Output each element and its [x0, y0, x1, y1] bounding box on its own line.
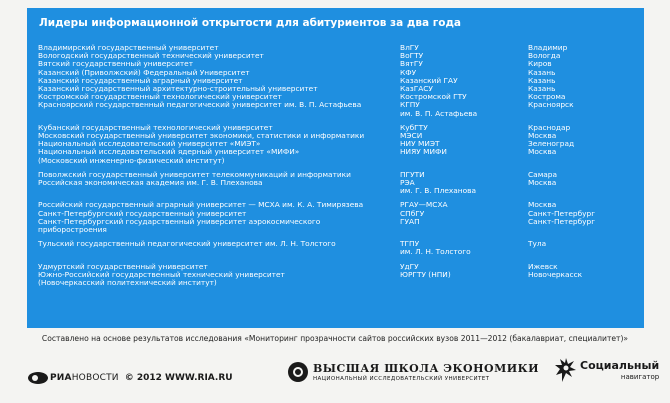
university-name: Вятский государственный университет — [38, 59, 194, 69]
university-name: Национальный исследовательский ядерный университет «МИФИ» (Московский инженерно-физический институт) — [38, 147, 300, 165]
table-row — [38, 240, 638, 256]
university-abbreviation: КФУ — [400, 67, 417, 77]
university-city: Казань — [528, 75, 556, 85]
ria-novosti-wordmark — [50, 373, 119, 383]
hse-logo[interactable] — [288, 362, 539, 382]
table-row — [38, 148, 638, 164]
ria-novosti-logo-icon — [28, 372, 48, 384]
ria-wordmark-thin: НОВОСТИ — [71, 373, 119, 383]
university-name: Тульский государственный педагогический университет им. Л. Н. Толстого — [38, 239, 336, 249]
university-city: Москва — [528, 147, 557, 157]
social-navigator-subtitle: навигатор — [620, 373, 660, 381]
copyright-link[interactable]: © 2012 WWW.RIA.RU — [124, 373, 233, 383]
ria-wordmark-bold: РИА — [50, 373, 72, 383]
leaders-panel — [27, 8, 644, 328]
university-abbreviation: УдГУ — [400, 261, 419, 271]
university-name: Российский государственный аграрный университет — МСХА им. К. А. Тимирязева — [38, 200, 364, 210]
university-abbreviation: МЭСИ — [400, 131, 423, 141]
hse-wordmark: ВЫСШАЯ ШКОЛА ЭКОНОМИКИ — [313, 362, 540, 375]
social-navigator-logo-icon — [555, 357, 577, 383]
university-abbreviation: ВлГУ — [400, 43, 419, 52]
university-name: Красноярский государственный педагогический университет им. В. П. Астафьева — [38, 100, 362, 110]
university-abbreviation: ВятГУ — [400, 59, 423, 69]
university-abbreviation: Костромской ГТУ — [400, 92, 467, 102]
university-city: Москва — [528, 200, 557, 210]
university-city: Москва — [528, 131, 557, 141]
table-row — [38, 101, 638, 117]
university-name: Казанский государственный аграрный университет — [38, 75, 243, 85]
university-city: Казань — [528, 84, 556, 94]
university-abbreviation: КубГТУ — [400, 122, 428, 132]
hse-subtitle: НАЦИОНАЛЬНЫЙ ИССЛЕДОВАТЕЛЬСКИЙ УНИВЕРСИТЕТ — [313, 376, 490, 382]
hse-logo-icon — [288, 362, 308, 382]
source-note: Составлено на основе результатов исследования «Мониторинг прозрачности сайтов российских вузов 2011—2012 (бакалавриат, специалитет)» — [41, 334, 629, 343]
university-name: Казанский (Приволжский) Федеральный Университет — [38, 67, 250, 77]
university-abbreviation: КазГАСУ — [400, 84, 433, 94]
university-abbreviation: РЭА им. Г. В. Плеханова — [400, 178, 477, 196]
university-name: Санкт-Петербургский государственный университет аэрокосмического приборостроения — [38, 216, 321, 235]
university-name: Казанский государственный архитектурно-строительный университет — [38, 84, 318, 94]
university-abbreviation: НИЯУ МИФИ — [400, 147, 447, 157]
panel-title: Лидеры информационной открытости для абитуриентов за два года — [39, 17, 462, 29]
university-name: Кубанский государственный технологический университет — [38, 122, 273, 132]
university-city: Санкт-Петербург — [528, 208, 596, 218]
university-city: Кострома — [528, 92, 566, 102]
table-row — [38, 271, 638, 287]
social-navigator-logo[interactable] — [555, 357, 659, 383]
social-navigator-wordmark: Социальный — [580, 359, 660, 372]
university-name: Владимирский государственный университет — [38, 43, 219, 52]
university-name: Санкт-Петербургский государственный университет — [38, 208, 247, 218]
university-city: Ижевск — [528, 261, 558, 271]
table-row — [38, 179, 638, 195]
university-city: Москва — [528, 178, 557, 188]
table-row — [38, 218, 638, 234]
university-name: Южно-Российский государственный технический университет (Новочеркасский политехнический институт) — [38, 269, 285, 288]
university-abbreviation: РГАУ—МСХА — [400, 200, 448, 210]
university-name: Московский государственный университет экономики, статистики и информатики — [38, 131, 365, 141]
university-city: Новочеркасск — [528, 269, 583, 279]
university-city: Зеленоград — [528, 139, 575, 149]
ria-novosti-logo[interactable] — [28, 372, 233, 384]
university-name: Поволжский государственный университет телекоммуникаций и информатики — [38, 169, 351, 179]
university-city: Казань — [528, 67, 556, 77]
university-city: Самара — [528, 169, 558, 179]
university-abbreviation: ЮРГТУ (НПИ) — [400, 269, 451, 279]
university-abbreviation: СПбГУ — [400, 208, 425, 218]
university-abbreviation: ТГПУ им. Л. Н. Толстого — [400, 239, 471, 257]
university-city: Владимир — [528, 43, 568, 52]
university-city: Киров — [528, 59, 552, 69]
universities-table — [38, 44, 638, 287]
university-abbreviation: КГПУ им. В. П. Астафьева — [400, 100, 478, 118]
university-abbreviation: ГУАП — [400, 216, 420, 226]
university-city: Санкт-Петербург — [528, 216, 596, 226]
university-name: Вологодский государственный технический университет — [38, 51, 264, 61]
university-city: Красноярск — [528, 100, 574, 110]
university-name: Российская экономическая академия им. Г. В. Плеханова — [38, 178, 263, 188]
university-abbreviation: ВоГТУ — [400, 51, 424, 61]
university-city: Тула — [528, 239, 547, 249]
university-abbreviation: ПГУТИ — [400, 169, 425, 179]
university-name: Национальный исследовательский университет «МИЭТ» — [38, 139, 261, 149]
university-city: Краснодар — [528, 122, 571, 132]
university-name: Удмуртский государственный университет — [38, 261, 208, 271]
university-name: Костромской государственный технологический университет — [38, 92, 282, 102]
university-abbreviation: Казанский ГАУ — [400, 75, 458, 85]
university-city: Вологда — [528, 51, 561, 61]
university-abbreviation: НИУ МИЭТ — [400, 139, 440, 149]
